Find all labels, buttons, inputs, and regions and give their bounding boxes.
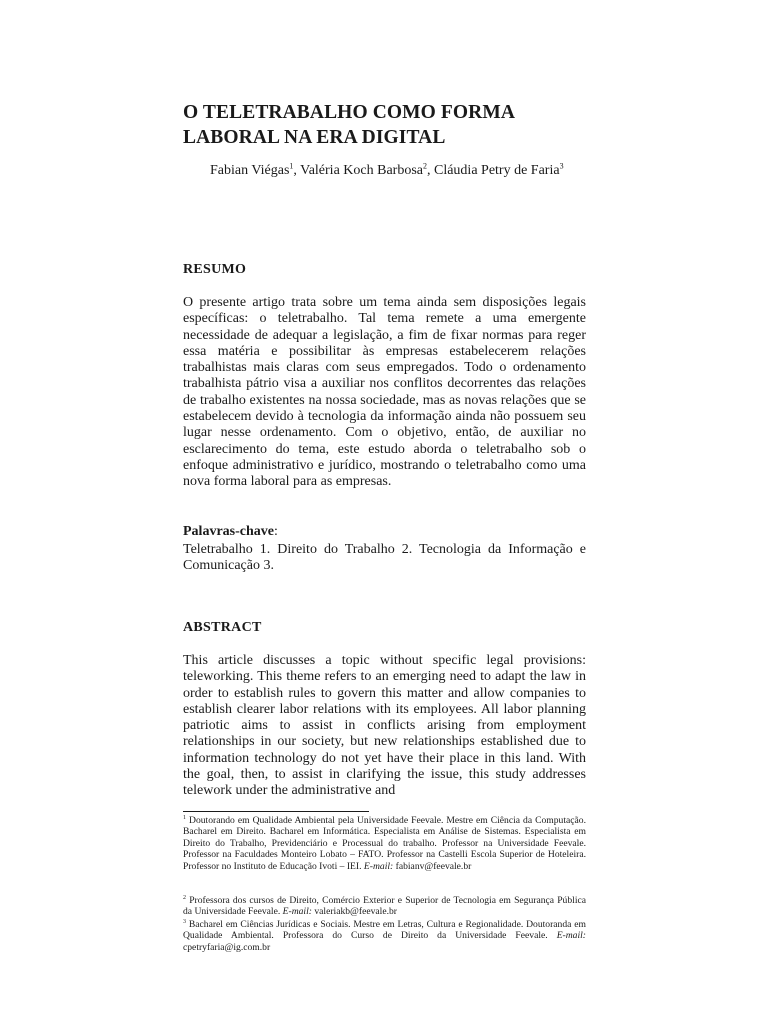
- footnote-mark: 1: [183, 814, 186, 821]
- footnote-text: Doutorando em Qualidade Ambiental pela Universidade Feevale. Mestre em Ciência da Computação. Bacharel em Direito. Bacharel em Informática. Especialista em Análise de Sistemas. Especialista em Direito do Trabalho, Previdenciário e Processual do trabalho. Professor na Universidade Feevale. Professor na Faculdades Monteiro Lobato – FATO. Professor na Castelli Escola Superior de Hoteleira. Professor no Instituto de Educação Ivoti – IEI.: [183, 815, 586, 872]
- email-address: valeriakb@feevale.br: [314, 906, 397, 918]
- footnote-marker: 3: [559, 161, 564, 171]
- footnote-marker: 1: [289, 161, 294, 171]
- email-label: E-mail:: [282, 906, 312, 918]
- email-address: cpetryfaria@ig.com.br: [183, 941, 271, 953]
- footnote-divider: [183, 811, 369, 812]
- footnote-marker: 2: [422, 161, 427, 171]
- author-name: Fabian Viégas: [210, 163, 290, 178]
- footnote-text: Bacharel em Ciências Jurídicas e Sociais. Mestre em Letras, Cultura e Regionalidade. Doutoranda em Qualidade Ambiental. Professora do Curso de Direito da Universidade Feevale.: [183, 919, 586, 942]
- paper-title: O TELETRABALHO COMO FORMA LABORAL NA ERA DIGITAL: [183, 102, 514, 148]
- keywords-colon: :: [273, 524, 278, 539]
- keywords-label-text: Palavras-chave: [183, 524, 274, 539]
- author-separator: ,: [293, 163, 301, 178]
- abstract-heading: ABSTRACT: [183, 620, 262, 635]
- author-name: Cláudia Petry de Faria: [433, 163, 560, 178]
- footnote-1: [183, 815, 586, 872]
- footnote-text: Professora dos cursos de Direito, Comércio Exterior e Superior de Tecnologia em Segurança Pública da Universidade Feevale.: [183, 895, 586, 918]
- author-name: Valéria Koch Barbosa: [300, 163, 423, 178]
- author-line: [210, 162, 610, 180]
- abstract-body: This article discusses a topic without specific legal provisions: teleworking. This theme refers to an emerging need to adapt the law in order to establish rules to govern this matter and allow companies to establish clearer labor relations with its employees. All labor planning patriotic aims to assist in conflicts arising from employment relationships in our society, but new relationships established due to information technology do not yet have their place in this land. With the goal, then, to assist in clarifying the issue, this study addresses telework under the administrative and: [183, 653, 586, 799]
- resumo-body: O presente artigo trata sobre um tema ainda sem disposições legais específicas: o teletrabalho. Tal tema remete a uma emergente necessidade de adequar a legislação, a fim de fixar normas para reger essa matéria e possibilitar às empresas estabelecerem relações trabalhistas mais claras com seus empregados. Todo o ordenamento trabalhista pátrio visa a auxiliar nos conflitos decorrentes das relações de trabalho existentes na nossa sociedade, mas as novas relações que se estabelecem devido à tecnologia da informação ainda não possuem seu lugar nesse ordenamento. Com o objetivo, então, de auxiliar no esclarecimento do tema, este estudo aborda o teletrabalho sob o enfoque administrativo e jurídico, mostrando o teletrabalho como uma nova forma laboral para as empresas.: [183, 295, 586, 490]
- footnote-2: [183, 895, 586, 918]
- email-address: fabianv@feevale.br: [395, 860, 472, 872]
- author-separator: ,: [426, 163, 434, 178]
- keywords-label: [183, 524, 278, 540]
- footnote-3: [183, 919, 586, 953]
- keywords-list: Teletrabalho 1. Direito do Trabalho 2. Tecnologia da Informação e Comunicação 3.: [183, 542, 586, 574]
- resumo-heading: RESUMO: [183, 262, 247, 277]
- email-label: E-mail:: [556, 930, 586, 942]
- email-label: E-mail:: [363, 860, 394, 872]
- footnote-mark: 3: [183, 918, 186, 925]
- footnote-mark: 2: [183, 894, 186, 901]
